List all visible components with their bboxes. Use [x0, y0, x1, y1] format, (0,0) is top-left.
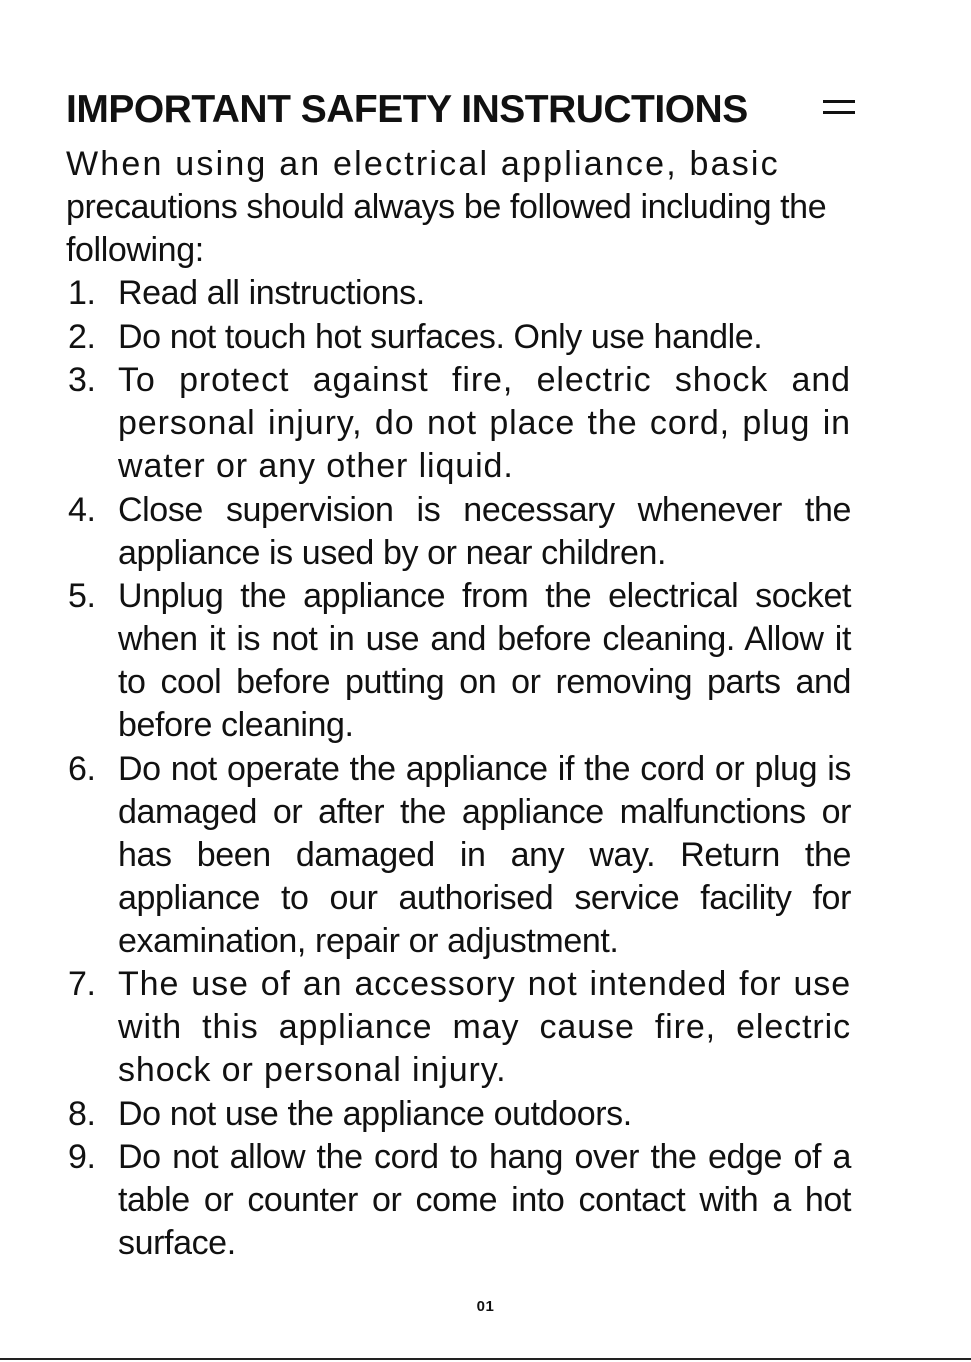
- list-item-number: 1.: [68, 274, 96, 312]
- list-item-number: 6.: [68, 749, 96, 788]
- list-item: [66, 575, 851, 747]
- list-item-text: Unplug the appliance from the electrical socket when it is not in use and before cleaning. Allow it to cool before putting on or removing parts and before cleaning.: [118, 577, 851, 744]
- list-item-number: 7.: [68, 965, 96, 1003]
- list-item-text: Do not allow the cord to hang over the edge of a table or counter or come into contact with a hot surface.: [118, 1138, 851, 1262]
- list-item-text: Do not operate the appliance if the cord or plug is damaged or after the appliance malfunctions or has been damaged in any way. Return the appliance to our authorised service facility for examination, repair or adjustment.: [118, 749, 851, 960]
- list-item-number: 9.: [68, 1138, 96, 1176]
- list-item-text: The use of an accessory not intended for use with this appliance may cause fire, electric shock or personal injury.: [118, 965, 851, 1089]
- page-title: IMPORTANT SAFETY INSTRUCTIONS: [66, 88, 748, 131]
- list-item-number: 4.: [68, 490, 96, 529]
- list-item: [66, 963, 851, 1092]
- page-number: 01: [476, 1298, 495, 1315]
- list-item: [66, 1136, 851, 1265]
- list-item-number: 5.: [68, 577, 96, 615]
- list-item-text: Read all instructions.: [118, 274, 425, 312]
- list-item: [66, 1093, 851, 1136]
- intro-first-line: When using an electrical appliance, basic: [66, 145, 780, 183]
- list-item: [66, 272, 851, 315]
- safety-instructions-list: [66, 272, 851, 1266]
- intro-continuation: precautions should always be followed including the following:: [66, 188, 827, 269]
- list-item-text: Do not touch hot surfaces. Only use handle.: [118, 317, 763, 356]
- bottom-divider: [0, 1358, 971, 1360]
- list-item-text: To protect against fire, electric shock and personal injury, do not place the cord, plug in water or any other liquid.: [118, 361, 851, 485]
- list-item-number: 8.: [68, 1094, 96, 1133]
- list-item: [66, 359, 851, 488]
- list-item-number: 2.: [68, 317, 96, 356]
- list-item-number: 3.: [68, 361, 96, 399]
- list-item-text: Close supervision is necessary whenever the appliance is used by or near children.: [118, 490, 851, 572]
- list-item: [66, 489, 851, 575]
- double-line-icon: [823, 100, 855, 114]
- list-item: [66, 748, 851, 963]
- list-item: [66, 316, 851, 359]
- list-item-text: Do not use the appliance outdoors.: [118, 1094, 632, 1133]
- intro-paragraph: [66, 143, 851, 272]
